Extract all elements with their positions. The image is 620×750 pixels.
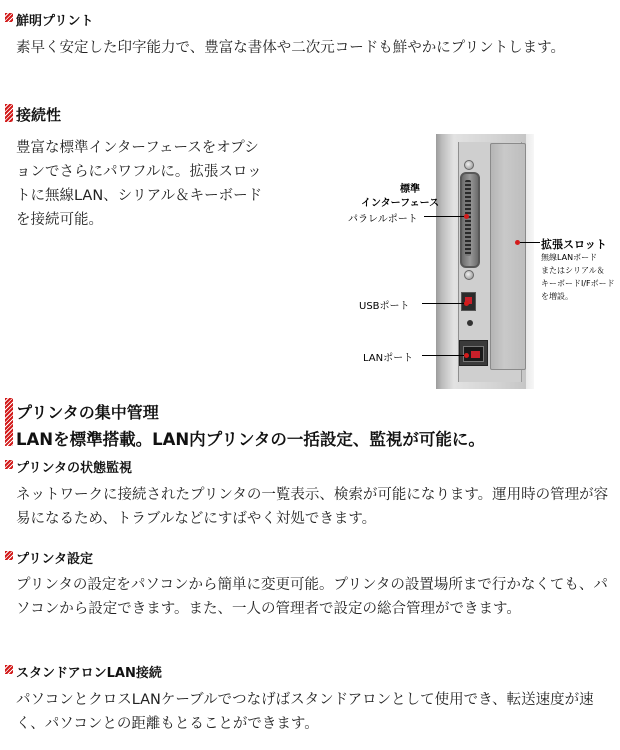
expansion-slot-cover xyxy=(490,143,526,370)
parallel-port-label: パラレルポート xyxy=(348,214,418,225)
section-marker-icon xyxy=(5,665,13,674)
lan-port-connector xyxy=(459,340,488,366)
section-marker-icon xyxy=(5,104,13,122)
lan-port-label: LANポート xyxy=(363,353,414,364)
section-marker-icon xyxy=(5,551,13,560)
section-marker-icon xyxy=(5,13,13,22)
section-marker-icon xyxy=(5,398,13,446)
section-heading-centralized: プリンタの集中管理 xyxy=(16,403,159,422)
section-heading-standalone: スタンドアロンLAN接続 xyxy=(16,666,162,681)
expansion-slot-desc-4: を増設。 xyxy=(541,292,573,301)
usb-port-label: USBポート xyxy=(359,301,410,312)
screw-icon xyxy=(464,270,474,280)
parallel-port-point xyxy=(464,214,469,219)
usb-port-leader xyxy=(422,303,466,304)
lan-port-highlight xyxy=(471,351,480,358)
parallel-port-leader xyxy=(424,216,466,217)
section-body-status: ネットワークに接続されたプリンタの一覧表示、検索が可能になります。運用時の管理が容易になるため、トラブルなどにすばやく対処できます。 xyxy=(16,487,609,527)
expansion-slot-title: 拡張スロット xyxy=(541,238,607,251)
usb-port-point xyxy=(464,301,469,306)
photo-edge xyxy=(526,134,534,389)
lan-port-point xyxy=(464,353,469,358)
section-body-settings: プリンタの設定をパソコンから簡単に変更可能。プリンタの設置場所まで行かなくても、パソコンから設定できます。また、一人の管理者で設定の総合管理ができます。 xyxy=(16,577,608,617)
indicator-hole xyxy=(467,320,473,326)
section-heading-connectivity: 接続性 xyxy=(16,106,62,124)
lan-port-leader xyxy=(422,355,466,356)
section-heading-vivid-print: 鮮明プリント xyxy=(16,14,94,29)
section-body-connectivity: 豊富な標準インターフェースをオプションでさらにパワフルに。拡張スロットに無線LAN、シリアル＆キーボードを接続可能。 xyxy=(16,140,263,228)
interface-title-line2: インターフェース xyxy=(361,198,440,209)
section-subheading-centralized: LANを標準搭載。LAN内プリンタの一括設定、監視が可能に。 xyxy=(16,430,485,449)
expansion-slot-desc-1: 無線LANボード xyxy=(541,253,598,262)
section-body-vivid-print: 素早く安定した印字能力で、豊富な書体や二次元コードも鮮やかにプリントします。 xyxy=(16,40,565,56)
section-heading-settings: プリンタ設定 xyxy=(16,552,93,567)
expansion-slot-desc-2: またはシリアル＆ xyxy=(541,266,605,275)
section-heading-status: プリンタの状態監視 xyxy=(16,461,132,476)
section-marker-icon xyxy=(5,460,13,469)
interface-title-line1: 標準 xyxy=(400,184,420,195)
expansion-slot-desc-3: キーボードI/Fボード xyxy=(541,279,615,288)
section-body-standalone: パソコンとクロスLANケーブルでつなげばスタンドアロンとして使用でき、転送速度が速く、パソコンとの距離もとることができます。 xyxy=(16,692,594,732)
expansion-slot-leader xyxy=(520,242,540,243)
parallel-port-connector xyxy=(460,172,480,268)
screw-icon xyxy=(464,160,474,170)
